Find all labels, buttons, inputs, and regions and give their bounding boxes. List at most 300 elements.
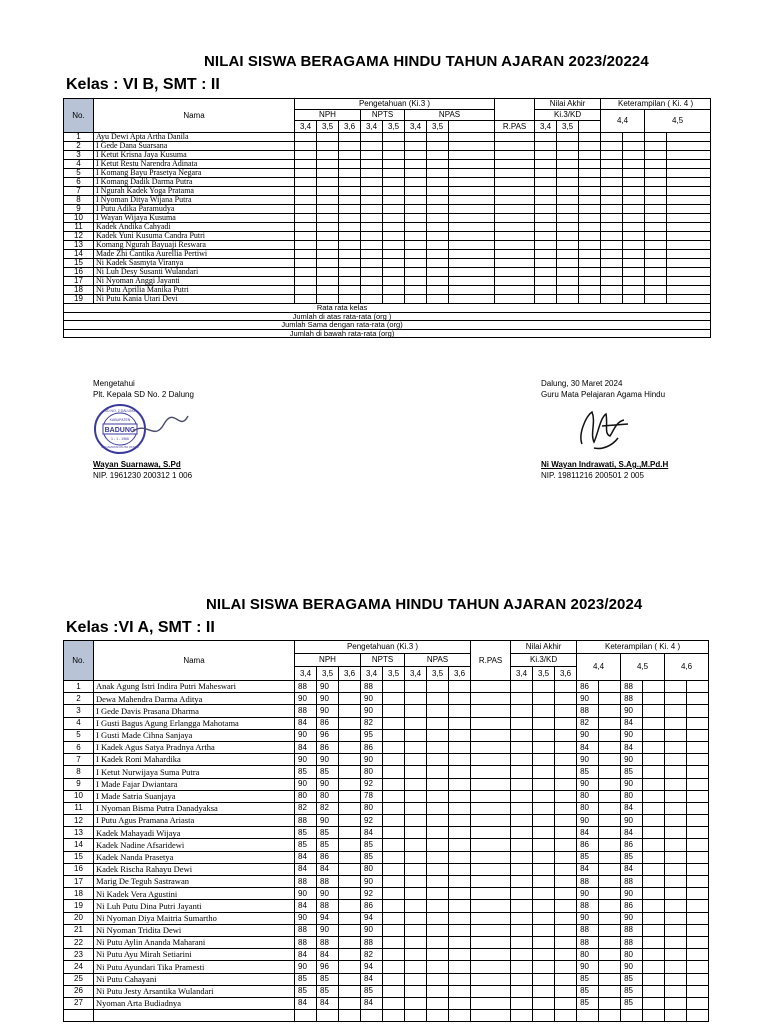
grade-cell xyxy=(555,754,577,766)
grade-cell xyxy=(599,766,621,778)
grade-cell xyxy=(643,681,665,693)
grade-cell-nph1: 90 xyxy=(295,693,317,705)
grade-cell xyxy=(623,286,645,295)
sign-left-line1: Mengetahui xyxy=(93,379,135,388)
grade-cell xyxy=(383,802,405,814)
table-header-via xyxy=(64,641,709,681)
grade-cell xyxy=(665,839,687,851)
grade-cell xyxy=(449,259,495,268)
table-row xyxy=(64,142,711,151)
row-number: 5 xyxy=(64,729,94,741)
grade-cell xyxy=(579,277,601,286)
grade-cell xyxy=(471,876,511,888)
grade-cell xyxy=(449,815,471,827)
grade-cell xyxy=(533,717,555,729)
grade-cell xyxy=(427,973,449,985)
grade-cell xyxy=(361,142,383,151)
grade-cell xyxy=(643,693,665,705)
grade-cell-nph2: 96 xyxy=(317,961,339,973)
grade-cell xyxy=(687,973,709,985)
grade-cell xyxy=(449,196,495,205)
grade-cell xyxy=(579,133,601,142)
summary-label: Jumlah Sama dengan rata-rata (org) xyxy=(64,321,711,330)
grade-cell xyxy=(449,223,495,232)
grade-cell xyxy=(623,169,645,178)
student-name: Kadek Mahayadi Wijaya xyxy=(94,827,295,839)
header-ket-44: 4,4 xyxy=(601,110,645,133)
grade-cell xyxy=(557,196,579,205)
grade-cell xyxy=(361,196,383,205)
grade-cell xyxy=(667,196,711,205)
grade-cell xyxy=(383,766,405,778)
grade-cell xyxy=(339,133,361,142)
table-row xyxy=(64,888,709,900)
grade-cell xyxy=(555,717,577,729)
grade-cell xyxy=(339,936,361,948)
grade-cell xyxy=(361,214,383,223)
grade-cell-npts1: 82 xyxy=(361,949,383,961)
row-number: 13 xyxy=(64,827,94,839)
grade-cell xyxy=(405,985,427,997)
grade-cell xyxy=(667,223,711,232)
student-name: I Gusti Bagus Agung Erlangga Mahotama xyxy=(94,717,295,729)
grade-cell xyxy=(405,961,427,973)
student-name: Ni Putu Cahayani xyxy=(94,973,295,985)
grade-cell xyxy=(555,900,577,912)
row-number: 16 xyxy=(64,268,94,277)
grade-cell xyxy=(623,205,645,214)
grade-cell xyxy=(295,187,317,196)
grade-cell xyxy=(533,936,555,948)
grade-cell xyxy=(665,754,687,766)
grade-cell xyxy=(643,729,665,741)
grade-cell xyxy=(405,741,427,753)
grade-cell xyxy=(645,250,667,259)
grade-cell xyxy=(471,949,511,961)
grade-cell-npts1: 85 xyxy=(361,839,383,851)
grade-cell xyxy=(405,973,427,985)
grade-cell-npts1: 82 xyxy=(361,717,383,729)
grade-cell xyxy=(405,949,427,961)
table-row xyxy=(64,851,709,863)
grade-cell xyxy=(599,949,621,961)
grade-cell xyxy=(339,900,361,912)
grade-cell-npts1: 88 xyxy=(361,936,383,948)
grade-cell xyxy=(405,187,427,196)
sign-right-block xyxy=(541,378,665,400)
grade-cell xyxy=(383,277,405,286)
grade-cell xyxy=(623,241,645,250)
grade-cell xyxy=(667,187,711,196)
header-npas: NPAS xyxy=(405,110,495,121)
grade-cell xyxy=(339,973,361,985)
grade-cell xyxy=(339,961,361,973)
grade-cell xyxy=(623,295,645,304)
grade-cell xyxy=(427,876,449,888)
grade-cell xyxy=(511,778,533,790)
grade-cell xyxy=(555,936,577,948)
grade-cell-k1: 84 xyxy=(577,863,599,875)
grade-cell xyxy=(317,196,339,205)
grade-cell xyxy=(667,259,711,268)
grade-cell xyxy=(533,741,555,753)
grade-cell-k2: 90 xyxy=(621,961,643,973)
grade-cell xyxy=(599,997,621,1009)
student-name: Made Zhi Cantika Aurellia Pertiwi xyxy=(94,250,295,259)
grade-cell xyxy=(405,133,427,142)
table-row xyxy=(64,133,711,142)
row-number: 10 xyxy=(64,214,94,223)
header-nph: NPH xyxy=(295,110,361,121)
grade-cell xyxy=(533,839,555,851)
grade-cell xyxy=(535,196,557,205)
grade-cell-k2: 84 xyxy=(621,863,643,875)
student-name: I Nyoman Bisma Putra Danadyaksa xyxy=(94,802,295,814)
table-row xyxy=(64,754,709,766)
row-number: 21 xyxy=(64,924,94,936)
sub-nph-35: 3,5 xyxy=(317,667,339,681)
grade-cell xyxy=(361,205,383,214)
grade-cell xyxy=(427,888,449,900)
grade-cell xyxy=(339,863,361,875)
grade-cell xyxy=(427,827,449,839)
grade-cell xyxy=(471,827,511,839)
grade-cell xyxy=(471,717,511,729)
grade-cell xyxy=(449,802,471,814)
table-row xyxy=(64,936,709,948)
grade-cell-npts1: 80 xyxy=(361,863,383,875)
grade-cell xyxy=(687,961,709,973)
grade-cell xyxy=(317,214,339,223)
grade-cell xyxy=(643,997,665,1009)
grade-cell xyxy=(427,839,449,851)
grade-cell xyxy=(471,693,511,705)
grade-cell xyxy=(449,729,471,741)
class-label-vib: Kelas : VI B, SMT : II xyxy=(66,76,220,93)
grade-cell xyxy=(427,259,449,268)
grade-cell xyxy=(405,754,427,766)
grade-cell xyxy=(533,766,555,778)
page-title-via: NILAI SISWA BERAGAMA HINDU TAHUN AJARAN 2023/2024 xyxy=(206,596,643,613)
grade-cell-npts1: 94 xyxy=(361,961,383,973)
grade-cell xyxy=(643,717,665,729)
grade-cell-nph2: 90 xyxy=(317,888,339,900)
grade-cell xyxy=(643,973,665,985)
student-name: Ni Luh Desy Susanti Wulandari xyxy=(94,268,295,277)
table-row xyxy=(64,949,709,961)
grade-cell-nph2: 90 xyxy=(317,754,339,766)
grade-cell xyxy=(643,851,665,863)
grade-cell xyxy=(535,151,557,160)
grade-cell xyxy=(535,232,557,241)
grade-cell xyxy=(427,133,449,142)
grade-cell xyxy=(405,681,427,693)
student-name: Kadek Nanda Prasetya xyxy=(94,851,295,863)
sub-npas-blank xyxy=(449,121,495,133)
grade-cell xyxy=(667,250,711,259)
grade-cell xyxy=(555,973,577,985)
grade-cell xyxy=(665,815,687,827)
grade-cell xyxy=(667,169,711,178)
grade-cell xyxy=(471,729,511,741)
grade-cell xyxy=(555,924,577,936)
grade-cell xyxy=(449,985,471,997)
sign-right-name: Ni Wayan Indrawati, S.Ag.,M.Pd.H xyxy=(541,460,669,469)
grade-cell xyxy=(449,178,495,187)
grade-cell-nph2: 88 xyxy=(317,936,339,948)
grade-cell xyxy=(579,232,601,241)
student-name: Kadek Andika Cahyadi xyxy=(94,223,295,232)
grade-cell xyxy=(579,151,601,160)
grade-cell xyxy=(471,681,511,693)
summary-row xyxy=(64,329,711,338)
grade-cell xyxy=(405,912,427,924)
grade-cell-k1: 88 xyxy=(577,876,599,888)
grade-cell-nph2: 85 xyxy=(317,766,339,778)
grade-cell xyxy=(667,142,711,151)
grade-cell xyxy=(339,142,361,151)
grade-cell xyxy=(383,187,405,196)
grade-cell xyxy=(339,949,361,961)
grade-cell xyxy=(427,717,449,729)
grade-cell xyxy=(645,241,667,250)
grade-cell xyxy=(599,741,621,753)
grade-cell xyxy=(495,259,535,268)
grade-cell xyxy=(599,936,621,948)
grade-cell xyxy=(665,705,687,717)
grade-cell-k2: 80 xyxy=(621,790,643,802)
grade-cell xyxy=(383,961,405,973)
grade-cell xyxy=(535,286,557,295)
header-rpas-spacer xyxy=(495,99,535,121)
grade-cell xyxy=(317,268,339,277)
header-ket-45: 4,5 xyxy=(621,654,665,681)
grade-cell-nph2: 84 xyxy=(317,863,339,875)
grade-cell xyxy=(687,778,709,790)
table-row xyxy=(64,259,711,268)
grade-cell xyxy=(427,232,449,241)
grade-cell xyxy=(383,924,405,936)
grade-cell xyxy=(495,151,535,160)
grade-cell xyxy=(533,924,555,936)
header-no: No. xyxy=(64,99,94,133)
sign-right-nip: NIP. 19811216 200501 2 005 xyxy=(541,471,644,480)
grade-cell xyxy=(645,232,667,241)
grade-cell-nph1: 84 xyxy=(295,863,317,875)
grade-cell xyxy=(665,924,687,936)
grade-cell xyxy=(667,151,711,160)
grade-cell xyxy=(599,705,621,717)
grade-cell xyxy=(645,160,667,169)
grade-cell xyxy=(555,1010,577,1022)
grade-cell-nph2: 84 xyxy=(317,949,339,961)
grade-cell-nph1: 88 xyxy=(295,681,317,693)
header-nph: NPH xyxy=(295,654,361,667)
row-number: 9 xyxy=(64,205,94,214)
table-row xyxy=(64,876,709,888)
table-row xyxy=(64,196,711,205)
grade-cell xyxy=(557,241,579,250)
grade-cell xyxy=(665,997,687,1009)
grade-cell xyxy=(361,133,383,142)
grade-cell xyxy=(667,205,711,214)
grade-cell-npts1: 95 xyxy=(361,729,383,741)
grade-cell xyxy=(295,295,317,304)
grade-cell-k1: 84 xyxy=(577,741,599,753)
grade-cell xyxy=(667,241,711,250)
grade-cell xyxy=(471,766,511,778)
grade-cell xyxy=(511,924,533,936)
grade-cell xyxy=(557,160,579,169)
grade-cell xyxy=(533,827,555,839)
grade-cell-k1: 82 xyxy=(577,717,599,729)
grade-cell xyxy=(579,178,601,187)
grade-cell xyxy=(295,241,317,250)
grade-cell xyxy=(449,241,495,250)
student-name: Ni Kadek Sasmyta Viranya xyxy=(94,259,295,268)
grade-cell xyxy=(533,778,555,790)
grade-cell xyxy=(339,815,361,827)
grade-cell-k2: 88 xyxy=(621,924,643,936)
grade-cell xyxy=(495,196,535,205)
grade-cell-nph2: 90 xyxy=(317,705,339,717)
student-name: Ni Putu Ayu Mirah Setiarini xyxy=(94,949,295,961)
grade-cell xyxy=(471,815,511,827)
grade-cell xyxy=(361,178,383,187)
sign-right-name-block xyxy=(541,459,668,481)
grade-cell xyxy=(511,851,533,863)
table-row xyxy=(64,729,709,741)
grade-cell xyxy=(667,295,711,304)
table-body-vib xyxy=(64,133,711,304)
grade-cell xyxy=(449,151,495,160)
grade-cell xyxy=(687,851,709,863)
grade-cell xyxy=(339,888,361,900)
grade-cell-nph1: 90 xyxy=(295,888,317,900)
grade-cell xyxy=(449,232,495,241)
grade-cell xyxy=(495,142,535,151)
grade-cell xyxy=(471,961,511,973)
grade-cell xyxy=(555,961,577,973)
grade-cell xyxy=(64,1010,94,1022)
row-number: 1 xyxy=(64,681,94,693)
grade-cell xyxy=(599,888,621,900)
grade-cell xyxy=(383,196,405,205)
grade-cell xyxy=(665,778,687,790)
grade-cell xyxy=(383,985,405,997)
grade-cell xyxy=(645,133,667,142)
grade-cell xyxy=(557,214,579,223)
grade-cell xyxy=(471,888,511,900)
grade-cell xyxy=(449,863,471,875)
grade-cell xyxy=(643,705,665,717)
grade-table-via xyxy=(63,640,709,1022)
grade-cell xyxy=(645,259,667,268)
grade-cell xyxy=(427,268,449,277)
grade-cell xyxy=(667,268,711,277)
table-row xyxy=(64,827,709,839)
row-number: 14 xyxy=(64,250,94,259)
grade-cell xyxy=(383,815,405,827)
grade-cell xyxy=(383,142,405,151)
grade-cell-npts1: 92 xyxy=(361,778,383,790)
grade-cell xyxy=(579,268,601,277)
grade-cell-k1: 90 xyxy=(577,693,599,705)
row-number: 24 xyxy=(64,961,94,973)
grade-cell xyxy=(511,863,533,875)
grade-cell xyxy=(533,876,555,888)
row-number: 26 xyxy=(64,985,94,997)
grade-cell xyxy=(535,241,557,250)
grade-cell-npts1: 94 xyxy=(361,912,383,924)
grade-cell xyxy=(295,151,317,160)
grade-cell xyxy=(427,1010,449,1022)
sub-npas-34: 3,4 xyxy=(405,121,427,133)
grade-cell xyxy=(645,286,667,295)
header-nama: Nama xyxy=(94,99,295,133)
grade-cell xyxy=(599,717,621,729)
grade-cell xyxy=(555,729,577,741)
grade-cell xyxy=(449,827,471,839)
grade-cell xyxy=(339,160,361,169)
student-name: Kadek Rischa Rahayu Dewi xyxy=(94,863,295,875)
grade-cell-npts1: 88 xyxy=(361,681,383,693)
grade-cell xyxy=(511,766,533,778)
grade-cell xyxy=(427,214,449,223)
grade-cell xyxy=(665,729,687,741)
student-name: I Nyoman Ditya Wijana Putra xyxy=(94,196,295,205)
grade-cell xyxy=(339,912,361,924)
row-number: 12 xyxy=(64,815,94,827)
student-name: I Kadek Agus Satya Pradnya Artha xyxy=(94,741,295,753)
grade-cell xyxy=(555,997,577,1009)
header-npts: NPTS xyxy=(361,110,405,121)
grade-cell xyxy=(383,160,405,169)
grade-cell xyxy=(361,169,383,178)
grade-cell xyxy=(495,232,535,241)
student-name: Anak Agung Istri Indira Putri Maheswari xyxy=(94,681,295,693)
summary-row xyxy=(64,304,711,313)
grade-cell xyxy=(665,961,687,973)
grade-cell xyxy=(495,277,535,286)
grade-cell-k2: 88 xyxy=(621,681,643,693)
row-number: 2 xyxy=(64,693,94,705)
grade-cell xyxy=(471,802,511,814)
grade-cell xyxy=(535,160,557,169)
grade-cell xyxy=(579,223,601,232)
grade-cell-nph1: 84 xyxy=(295,851,317,863)
student-name: I Putu Agus Pramana Ariasta xyxy=(94,815,295,827)
grade-cell-nph2: 88 xyxy=(317,900,339,912)
grade-cell xyxy=(427,949,449,961)
row-number: 17 xyxy=(64,876,94,888)
table-row xyxy=(64,790,709,802)
grade-cell-k1: 80 xyxy=(577,790,599,802)
grade-cell xyxy=(405,259,427,268)
table-row xyxy=(64,232,711,241)
grade-cell xyxy=(339,693,361,705)
grade-cell xyxy=(339,766,361,778)
row-number: 8 xyxy=(64,766,94,778)
grade-cell xyxy=(427,802,449,814)
grade-cell xyxy=(383,178,405,187)
stamp-badung-text: BADUNG xyxy=(104,427,136,434)
grade-cell xyxy=(427,900,449,912)
grade-cell-npts1: 86 xyxy=(361,900,383,912)
grade-cell xyxy=(599,778,621,790)
row-number: 19 xyxy=(64,295,94,304)
header-ket-44: 4,4 xyxy=(577,654,621,681)
